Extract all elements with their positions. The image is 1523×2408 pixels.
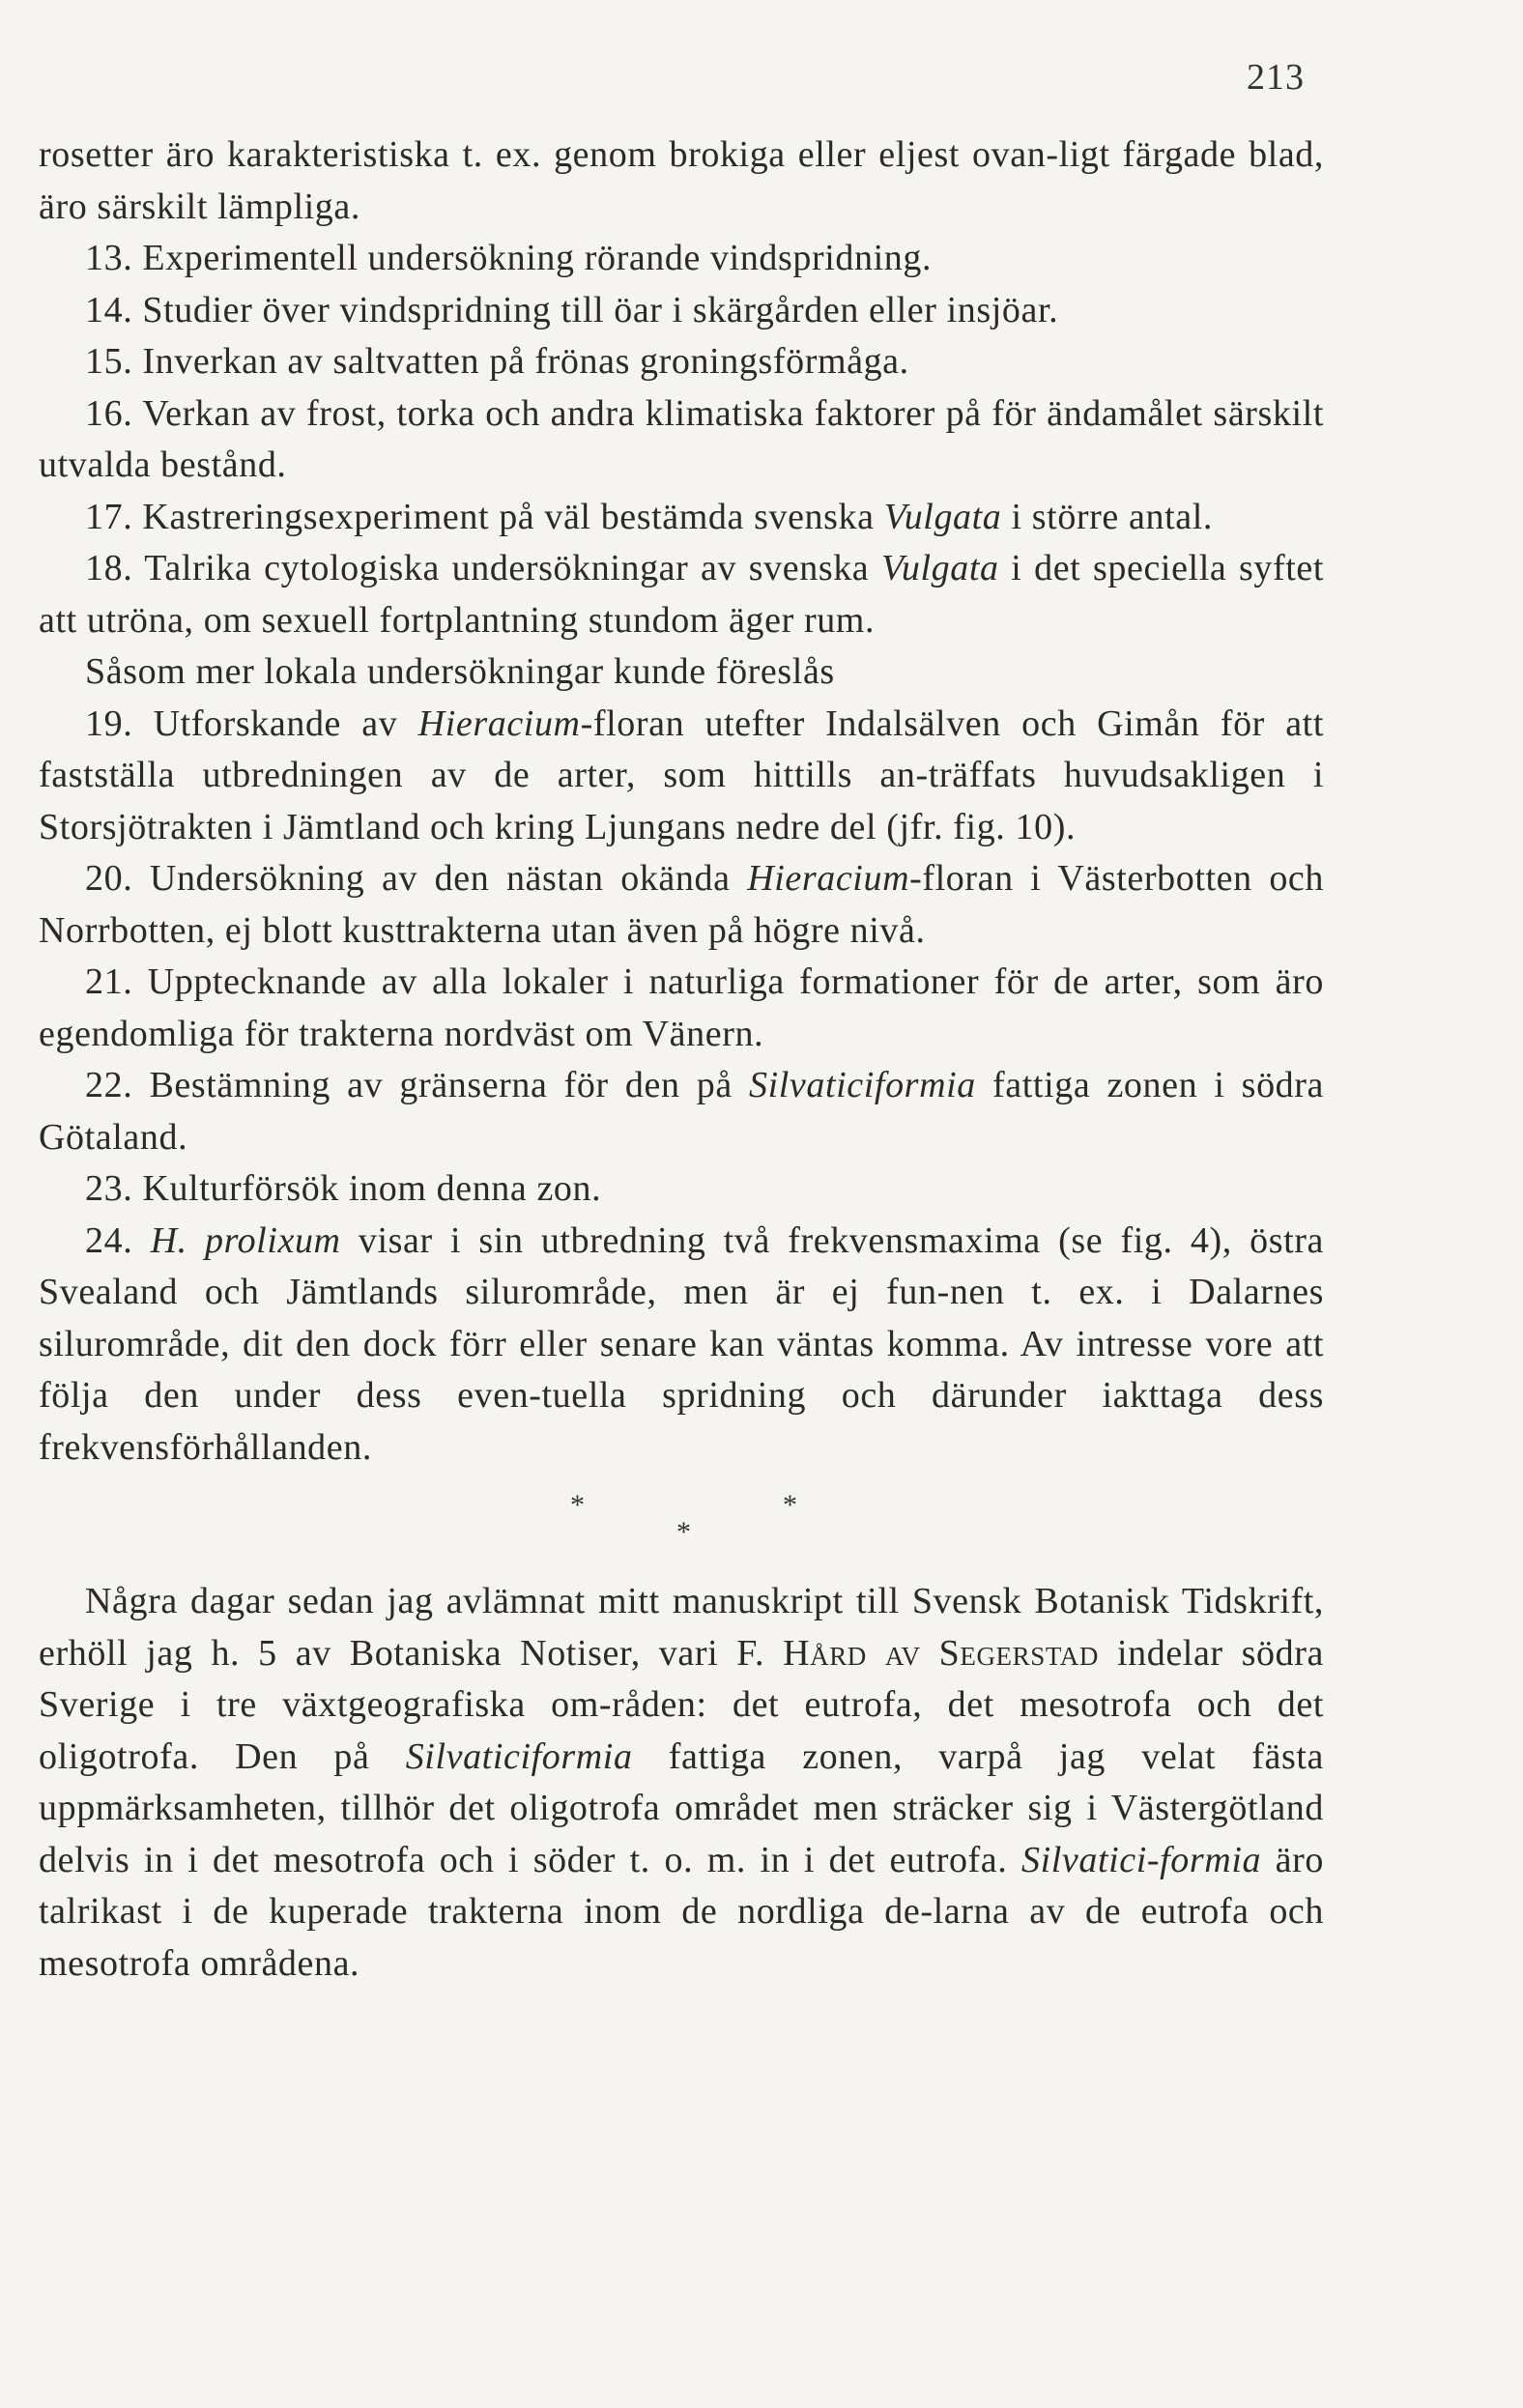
paragraph-item-22: [39, 1060, 1324, 1163]
text-segment: 18. Talrika cytologiska undersökningar av svenska: [85, 548, 881, 588]
text-segment: -floran i Västerbotten och Norrbotten, ej blott kusttrakterna utan även på högre nivå.: [39, 858, 1324, 951]
paragraph-item-24: [39, 1216, 1324, 1475]
text-segment: H. prolixum: [150, 1219, 341, 1261]
numbered-list: [39, 129, 1324, 1474]
text-segment: Vulgata: [880, 548, 999, 588]
text-segment: Vulgata: [883, 496, 1002, 537]
text-segment: 15. Inverkan av saltvatten på frönas groningsförmåga.: [85, 341, 909, 382]
text-segment: Silvatici-formia: [1020, 1839, 1262, 1880]
paragraph-item-13: [39, 233, 1324, 285]
paragraph-item-17: [39, 492, 1324, 544]
text-segment: 20. Undersökning av den nästan okända: [85, 858, 748, 899]
text-segment: indelar södra Sverige i tre växtgeografiska om-råden: det eutrofa, det mesotrofa och det oligotrofa. Den på: [39, 1632, 1324, 1777]
text-segment: äro talrikast i de kuperade trakterna inom de nordliga de-larna av de eutrofa och mesotrofa områdena.: [39, 1839, 1324, 1984]
text-segment: 24.: [85, 1219, 151, 1261]
text-segment: Hård av Segerstad: [783, 1632, 1099, 1674]
text-segment: Några dagar sedan jag avlämnat mitt manuskript till Svensk Botanisk Tidskrift, erhöll jag h. 5 av Botaniska Notiser, vari F.: [39, 1581, 1324, 1674]
closing-paragraph: [39, 1576, 1324, 1990]
paragraph-item-18: [39, 543, 1324, 646]
paragraph-item-15: [39, 336, 1324, 388]
paragraph-item-20: [39, 853, 1324, 957]
section-separator: [39, 1474, 1324, 1576]
paragraph-p-sasom: [39, 646, 1324, 699]
text-segment: 22. Bestämning av gränserna för den på: [85, 1065, 749, 1105]
text-segment: 14. Studier över vindspridning till öar i skärgården eller insjöar.: [85, 289, 1059, 330]
paragraph-item-23: [39, 1163, 1324, 1216]
text-segment: Silvaticiformia: [405, 1735, 633, 1777]
asterisk-left: *: [570, 1489, 586, 1521]
text-segment: visar i sin utbredning två frekvensmaxima (se fig. 4), östra Svealand och Jämtlands silurområde, men är ej fun-nen t. ex. i Dalarnes silurområde, dit den dock förr eller senare kan väntas komma. Av intresse vore att följa den under dess even-tuella spridning och därunder iakttaga dess frekvensförhållanden.: [39, 1219, 1324, 1468]
text-segment: fattiga zonen, varpå jag velat fästa uppmärksamheten, tillhör det oligotrofa området men sträcker sig i Västergötland delvis in i det mesotrofa och i söder t. o. m. in i det eutrofa.: [39, 1735, 1324, 1880]
text-segment: 17. Kastreringsexperiment på väl bestämda svenska: [85, 496, 884, 537]
asterisk-right: *: [783, 1489, 798, 1521]
text-segment: Silvaticiformia: [749, 1065, 976, 1105]
paragraph-item-21: [39, 957, 1324, 1060]
text-segment: i det speciella syftet att utröna, om sexuell fortplantning stundom äger rum.: [39, 548, 1324, 641]
asterisk-bottom: *: [676, 1516, 692, 1548]
text-segment: Hieracium: [747, 858, 910, 899]
page-number: 213: [1247, 57, 1305, 98]
paragraph-p-rosetter: [39, 129, 1324, 233]
paragraph-item-14: [39, 285, 1324, 337]
body-text: [39, 129, 1324, 1990]
text-segment: 16. Verkan av frost, torka och andra klimatiska faktorer på för ändamålet särskilt utvalda bestånd.: [39, 392, 1324, 485]
text-segment: 23. Kulturförsök inom denna zon.: [85, 1168, 602, 1209]
paragraph-p-nagra: [39, 1576, 1324, 1990]
text-segment: fattiga zonen i södra Götaland.: [39, 1065, 1324, 1158]
text-segment: -floran utefter Indalsälven och Gimån för att fastställa utbredningen av de arter, som hittills an-träffats huvudsakligen i Storsjötrakten i Jämtland och kring Ljungans nedre del (jfr. fig. 10).: [39, 702, 1324, 847]
paragraph-item-19: [39, 699, 1324, 854]
text-segment: 19. Utforskande av: [85, 702, 418, 744]
text-segment: i större antal.: [1001, 496, 1213, 537]
text-segment: Hieracium: [417, 702, 581, 744]
text-segment: rosetter äro karakteristiska t. ex. genom brokiga eller eljest ovan-ligt färgade blad, äro särskilt lämpliga.: [39, 134, 1324, 227]
text-segment: Såsom mer lokala undersökningar kunde föreslås: [85, 651, 835, 692]
text-segment: 21. Upptecknande av alla lokaler i naturliga formationer för de arter, som äro egendomliga för trakterna nordväst om Vänern.: [39, 961, 1324, 1054]
paragraph-item-16: [39, 388, 1324, 492]
text-segment: 13. Experimentell undersökning rörande vindspridning.: [85, 238, 933, 278]
